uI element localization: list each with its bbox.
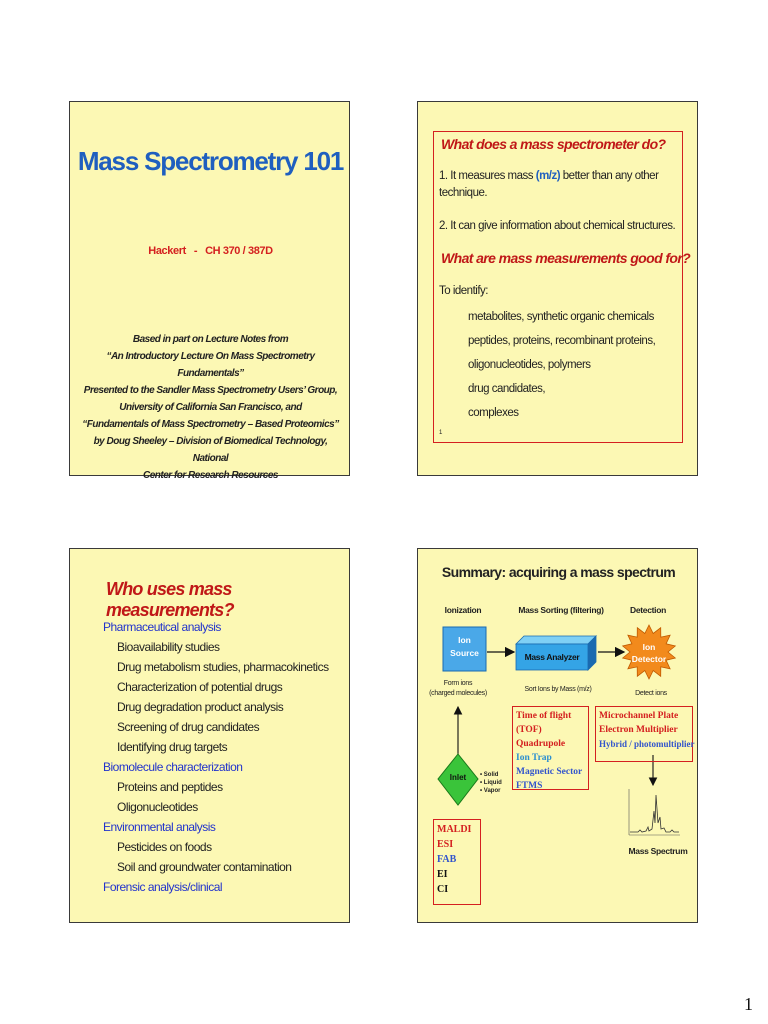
credits-line: Based in part on Lecture Notes from (132, 334, 289, 345)
spectrum-trace (630, 795, 679, 832)
list-item: Drug metabolism studies, pharmacokinetics (117, 660, 329, 674)
identify-list (468, 305, 655, 425)
list-item: Soil and groundwater contamination (117, 860, 292, 874)
mz-highlight: (m/z) (535, 170, 561, 182)
analyzer-top (516, 636, 596, 644)
point-1-text-end: better than any other (560, 170, 659, 182)
analyzer-type: Ion Trap (516, 753, 552, 763)
credits-line: by Doug Sheeley – Division of Biomedical Technology, National (93, 436, 328, 464)
credits-line: Presented to the Sandler Mass Spectrometry Users’ Group, (83, 385, 338, 396)
ionization-method: FAB (437, 854, 457, 865)
form-ions-caption (422, 679, 494, 699)
list-item: Proteins and peptides (117, 780, 223, 794)
ionization-method: EI (437, 869, 448, 880)
category-biomolecule: Biomolecule characterization (103, 760, 243, 774)
byline (70, 245, 351, 257)
question-heading-1: What does a mass spectrometer do? (441, 136, 666, 152)
analyzer-type: FTMS (516, 781, 543, 791)
ionization-method: MALDI (437, 824, 472, 835)
list-item: complexes (468, 407, 519, 419)
analyzer-type: Time of flight (TOF) (516, 711, 572, 735)
uses-list (103, 617, 329, 897)
to-identify-label: To identify: (439, 285, 488, 297)
ion-source-label (443, 634, 486, 660)
credits-line: “Fundamentals of Mass Spectrometry – Based Proteomics” (82, 419, 339, 430)
credits-line: University of California San Francisco, and (119, 402, 302, 413)
list-item: Screening of drug candidates (117, 720, 260, 734)
list-item: Characterization of potential drugs (117, 680, 283, 694)
credits-line: Center for Research Resources (142, 470, 278, 481)
course: CH 370 / 387D (205, 245, 273, 257)
list-item: Drug degradation product analysis (117, 700, 284, 714)
analyzer-type: Magnetic Sector (516, 767, 583, 777)
ionization-methods-box (433, 819, 481, 905)
slide-heading: Who uses mass measurements? (106, 579, 234, 620)
detector-types-box (595, 706, 693, 762)
list-item: Oligonucleotides (117, 800, 198, 814)
footnote: 1 (439, 430, 443, 436)
ion-source-word-1: Ion (458, 635, 471, 645)
inlet-state: • Liquid (480, 780, 502, 786)
detector-type: Electron Multiplier (599, 725, 678, 735)
page-number: 1 (744, 994, 753, 1014)
question-heading-2: What are mass measurements good for? (441, 250, 691, 266)
list-item: drug candidates, (468, 383, 546, 395)
slide-who-uses (69, 548, 350, 923)
inlet-states (480, 771, 502, 795)
slide-summary-diagram (417, 548, 698, 923)
ion-detector-label (626, 641, 672, 665)
category-environmental: Environmental analysis (103, 820, 216, 834)
author: Hackert (148, 245, 186, 257)
category-pharmaceutical: Pharmaceutical analysis (103, 620, 221, 634)
detector-type: Hybrid / photomultiplier (599, 739, 695, 749)
ionization-method: ESI (437, 839, 454, 850)
category-forensic: Forensic analysis/clinical (103, 880, 223, 894)
ionization-method: CI (437, 884, 449, 895)
point-2: 2. It can give information about chemical structures. (439, 220, 676, 232)
list-item: oligonucleotides, polymers (468, 359, 591, 371)
analyzer-types-box (512, 706, 589, 790)
inlet-state-text: Liquid (483, 780, 502, 786)
form-ions-line-1: Form ions (443, 680, 473, 687)
inlet-state: • Vapor (480, 788, 501, 794)
presentation-title: Mass Spectrometry 101 (77, 146, 344, 176)
slide-what-does-ms-do (417, 101, 698, 476)
slide-title (69, 101, 350, 481)
slide-heading: Summary: acquiring a mass spectrum (441, 564, 676, 580)
credits-notes (78, 331, 343, 484)
header-detection: Detection (629, 605, 667, 615)
header-mass-sorting: Mass Sorting (filtering) (518, 605, 604, 615)
list-item: Pesticides on foods (117, 840, 212, 854)
ion-source-word-2: Source (450, 648, 479, 658)
list-item: metabolites, synthetic organic chemicals (468, 311, 654, 323)
point-1-text: 1. It measures mass (439, 170, 536, 182)
point-1-line-2: technique. (439, 187, 488, 199)
inlet-state-text: Solid (483, 772, 499, 778)
detect-ions-caption: Detect ions (635, 690, 667, 697)
detector-type: Microchannel Plate (599, 711, 679, 721)
credits-line: “An Introductory Lecture On Mass Spectrometry Fundamentals” (106, 351, 315, 379)
ion-detector-word-1: Ion (642, 642, 656, 652)
sort-ions-caption: Sort Ions by Mass (m/z) (524, 686, 592, 693)
list-item: Bioavailability studies (117, 640, 220, 654)
form-ions-line-2: (charged molecules) (429, 690, 487, 697)
list-item: Identifying drug targets (117, 740, 228, 754)
header-ionization: Ionization (444, 605, 482, 615)
inlet-state: • Solid (480, 772, 499, 778)
inlet-state-text: Vapor (483, 788, 501, 794)
mass-analyzer-label: Mass Analyzer (524, 652, 580, 662)
analyzer-type: Quadrupole (516, 739, 566, 749)
byline-separator: - (193, 245, 198, 257)
ion-detector-word-2: Detector (631, 654, 667, 664)
point-1 (439, 168, 679, 202)
list-item: peptides, proteins, recombinant proteins, (468, 335, 656, 347)
spectrum-caption: Mass Spectrum (628, 846, 688, 856)
inlet-label: Inlet (449, 773, 467, 782)
